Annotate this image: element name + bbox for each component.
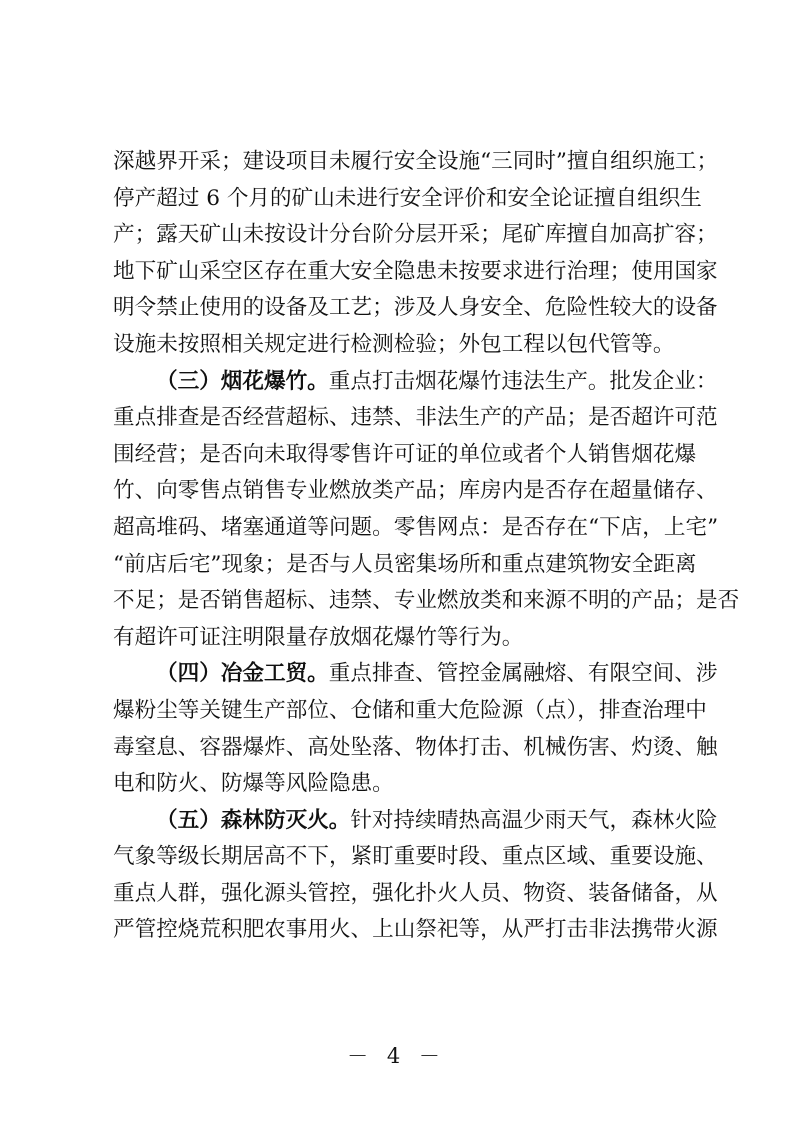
text-line: 围经营；是否向未取得零售许可证的单位或者个人销售烟花爆 (113, 441, 697, 467)
text-line: 气象等级长期居高不下，紧盯重要时段、重点区域、重要设施、 (113, 844, 718, 870)
text-line (113, 656, 718, 693)
text-line: 重点排查是否经营超标、违禁、非法生产的产品；是否超许可范 (113, 405, 718, 431)
paragraph-mining-continued (113, 144, 719, 364)
text-line (113, 364, 718, 401)
text-line: 停产超过 6 个月的矿山未进行安全评价和安全论证擅自组织生 (113, 185, 702, 211)
text-line: 明令禁止使用的设备及工艺；涉及人身安全、危险性较大的设备 (113, 295, 718, 321)
text-line: 严管控烧荒积肥农事用火、上山祭祀等，从严打击非法携带火源 (113, 917, 718, 943)
paragraph-forest-fire (113, 803, 718, 949)
text-line: 爆粉尘等关键生产部位、仓储和重大危险源（点），排查治理中 (113, 697, 707, 723)
text-line: 设施未按照相关规定进行检测检验；外包工程以包代管等。 (113, 331, 675, 357)
paragraph-metallurgy (113, 656, 718, 802)
text-line: 电和防火、防爆等风险隐患。 (113, 771, 394, 797)
text-line: 重点人群，强化源头管控，强化扑火人员、物资、装备储备，从 (113, 880, 718, 906)
text-line (113, 803, 718, 840)
text-line: 超高堆码、堵塞通道等问题。零售网点：是否存在“下店，上宅” (113, 514, 719, 540)
section-heading-forest-fire: （五）森林防灭火。 (156, 807, 351, 833)
text-run: 重点打击烟花爆竹违法生产。批发企业： (328, 368, 718, 394)
text-run: 重点排查、管控金属融熔、有限空间、涉 (328, 661, 718, 687)
paragraph-fireworks (113, 364, 740, 657)
section-heading-metallurgy: （四）冶金工贸。 (156, 661, 329, 687)
body-text (113, 144, 740, 949)
text-line: 地下矿山采空区存在重大安全隐患未按要求进行治理；使用国家 (113, 258, 718, 284)
text-line: 深越界开采；建设项目未履行安全设施“三同时”擅自组织施工； (113, 149, 719, 174)
text-line: “前店后宅”现象；是否与人员密集场所和重点建筑物安全距离 (113, 551, 697, 577)
text-run: 针对持续晴热高温少雨天气，森林火险 (350, 807, 718, 833)
text-line: 有超许可证注明限量存放烟花爆竹等行为。 (113, 624, 524, 650)
page-number: － 4 － (347, 1044, 446, 1068)
text-line: 不足；是否销售超标、违禁、专业燃放类和来源不明的产品；是否 (113, 588, 740, 614)
text-line: 竹、向零售点销售专业燃放类产品；库房内是否存在超量储存、 (113, 478, 718, 504)
section-heading-fireworks: （三）烟花爆竹。 (156, 368, 329, 394)
text-line: 产；露天矿山未按设计分台阶分层开采；尾矿库擅自加高扩容； (113, 222, 718, 248)
text-line: 毒窒息、容器爆炸、高处坠落、物体打击、机械伤害、灼烫、触 (113, 734, 718, 760)
